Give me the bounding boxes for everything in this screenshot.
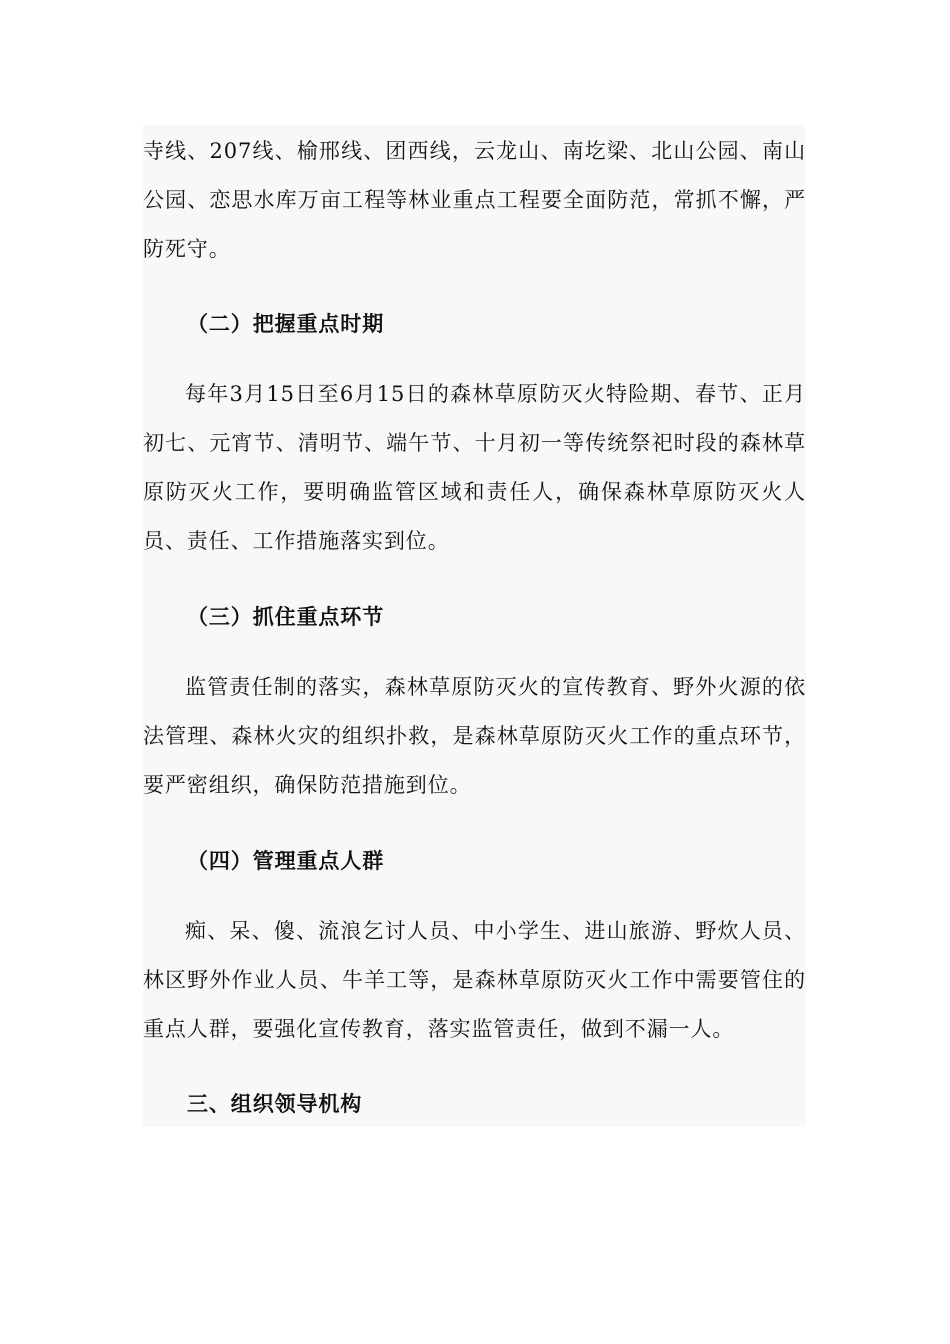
document-body [143, 125, 806, 1127]
paragraph-continued: 寺线、207线、榆邢线、团西线，云龙山、南圪梁、北山公园、南山公园、恋思水库万亩工程等林业重点工程要全面防范，常抓不懈，严防死守。 [143, 139, 806, 261]
paragraph-key-groups: 痴、呆、傻、流浪乞讨人员、中小学生、进山旅游、野炊人员、林区野外作业人员、牛羊工等，是森林草原防灭火工作中需要管住的重点人群，要强化宣传教育，落实监管责任，做到不漏一人。 [143, 919, 806, 1041]
paragraph-key-links: 监管责任制的落实，森林草原防灭火的宣传教育、野外火源的依法管理、森林火灾的组织扑救，是森林草原防灭火工作的重点环节，要严密组织，确保防范措施到位。 [143, 675, 806, 797]
heading-key-links: （三）抓住重点环节 [187, 604, 385, 629]
heading-key-periods: （二）把握重点时期 [187, 311, 385, 336]
heading-key-groups: （四）管理重点人群 [187, 848, 385, 873]
heading-organization: 三、组织领导机构 [187, 1091, 363, 1116]
paragraph-key-periods: 每年3月15日至6月15日的森林草原防灭火特险期、春节、正月初七、元宵节、清明节、端午节、十月初一等传统祭祀时段的森林草原防灭火工作，要明确监管区域和责任人，确保森林草原防灭火人员、责任、工作措施落实到位。 [143, 382, 806, 553]
